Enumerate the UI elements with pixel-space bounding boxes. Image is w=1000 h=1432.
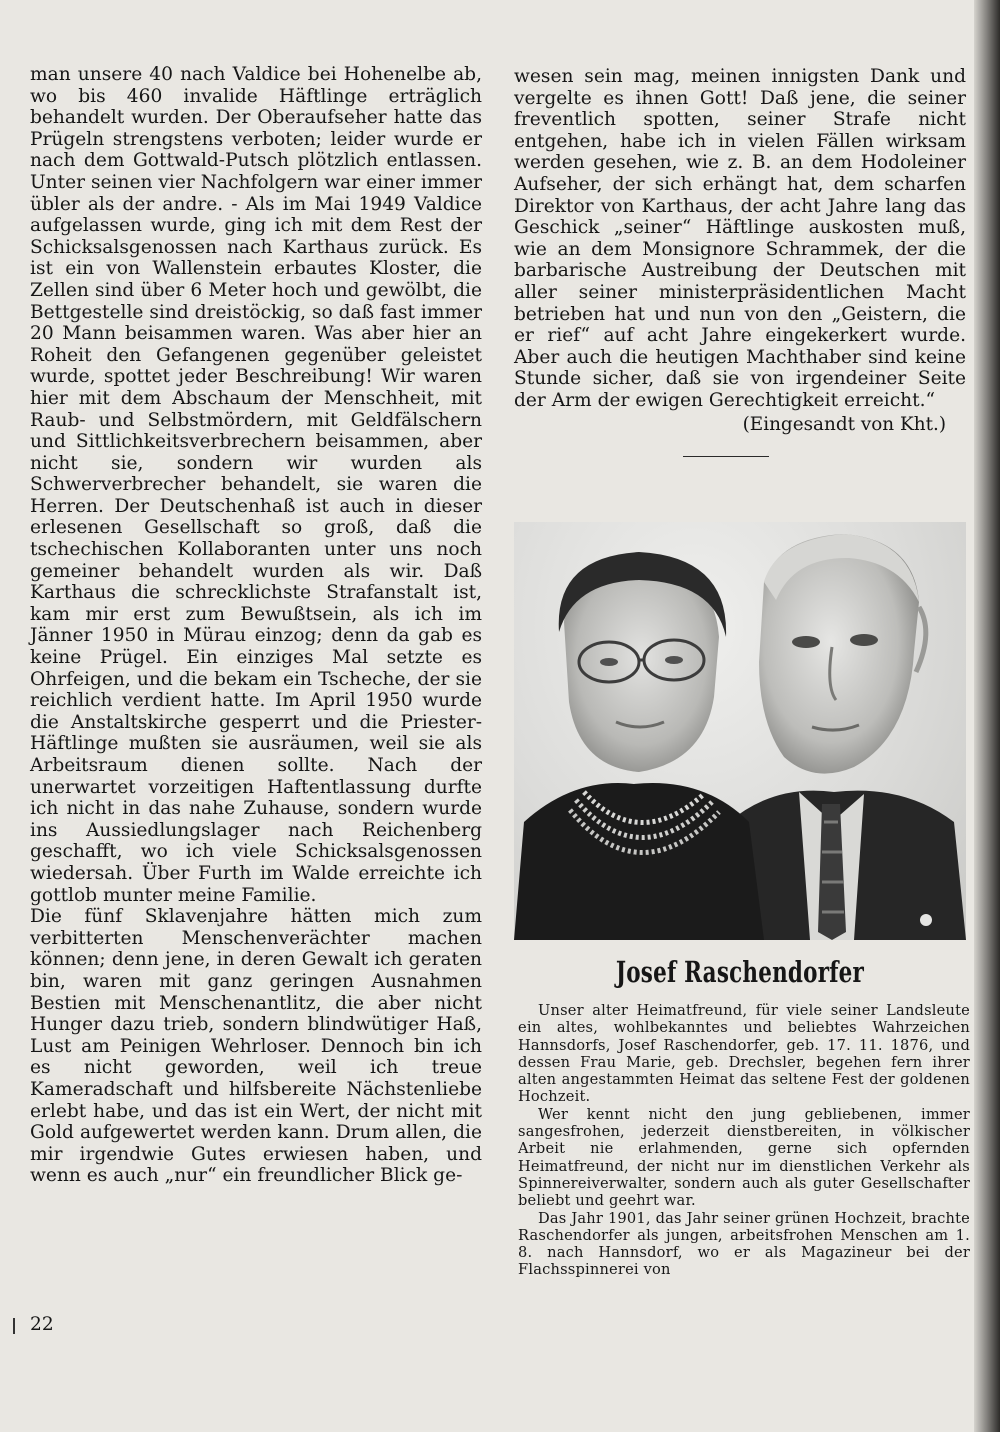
- right-paragraph: wesen sein mag, meinen innigsten Dank und vergelte es ihnen Gott! Daß jene, die seiner freventlich spotten, seiner Strafe nicht entgehen, habe ich in vielen Fällen wirksam werden gesehen, wie z. B. an dem Hodoleiner Aufseher, der sich erhängt hat, dem scharfen Direktor von Karthaus, der acht Jahre lang das Geschick „seiner“ Häftlinge auskosten muß, wie an dem Monsignore Schrammek, der die barbarische Austreibung der Deutschen mit aller seiner ministerpräsidentlichen Macht betrieben hat und nun von den „Geistern, die er rief“ auf acht Jahre eingekerkert wurde. Aber auch die heutigen Machthaber sind keine Stunde sicher, daß sie von irgendeiner Seite der Arm der ewigen Gerechtigkeit erreicht.“: [514, 66, 966, 411]
- left-paragraph-2: Die fünf Sklavenjahre hätten mich zum verbitterten Menschenverächter machen können; denn jene, in deren Gewalt ich geraten bin, waren mit ganz geringen Ausnahmen Bestien mit Menschenantlitz, die aber nicht Hunger dazu trieb, sondern blindwütiger Haß, Lust am Peinigen Wehrloser. Dennoch bin ich es nicht geworden, weil ich treue Kameradschaft und hilfsbereite Nächstenliebe erlebt habe, und das ist ein Wert, der nicht mit Gold aufgewertet werden kann. Drum allen, die mir irgendwie Gutes erwiesen haben, und wenn es auch „nur“ ein freundlicher Blick ge-: [30, 906, 482, 1187]
- article-paragraph-3: Das Jahr 1901, das Jahr seiner grünen Hochzeit, brachte Raschendorfer als jungen, arbeitsfrohen Menschen am 1. 8. nach Hannsdorf, wo er als Magazineur bei der Flachsspinnerei von: [518, 1209, 970, 1279]
- article-body: [518, 1002, 970, 1279]
- signature-line: (Eingesandt von Kht.): [742, 413, 946, 435]
- margin-mark: [13, 1318, 15, 1334]
- section-divider: [683, 456, 769, 457]
- couple-portrait-photo: [514, 522, 966, 940]
- article-headline: Josef Raschendorfer: [615, 955, 865, 989]
- left-paragraph-1: man unsere 40 nach Valdice bei Hohenelbe ab, wo bis 460 invalide Häftlinge erträglich behandelt wurden. Der Oberaufseher hatte das Prügeln strengstens verboten; leider wurde er nach dem Gottwald-Putsch plötzlich entlassen. Unter seinen vier Nachfolgern war einer immer übler als der andre. - Als im Mai 1949 Valdice aufgelassen wurde, ging ich mit dem Rest der Schicksalsgenossen nach Karthaus zurück. Es ist ein von Wallenstein erbautes Kloster, die Zellen sind über 6 Meter hoch und gewölbt, die Bettgestelle sind dreistöckig, so daß fast immer 20 Mann beisammen waren. Was aber hier an Roheit den Gefangenen gegenüber geleistet wurde, spottet jeder Beschreibung! Wir waren hier mit dem Abschaum der Menschheit, mit Raub- und Selbstmördern, mit Geldfälschern und Sittlichkeitsverbrechern beisammen, aber nicht sie, sondern wir wurden als Schwerverbrecher behandelt, sie waren die Herren. Der Deutschenhaß ist auch in dieser erlesenen Gesellschaft so groß, daß die tschechischen Kollaboranten unter uns noch gemeiner behandelt wurden als wir. Daß Karthaus die schrecklichste Strafanstalt ist, kam mir erst zum Bewußtsein, als ich im Jänner 1950 in Mürau einzog; denn da gab es keine Prügel. Ein einziges Mal setzte es Ohrfeigen, und die bekam ein Tscheche, der sie reichlich verdient hatte. Im April 1950 wurde die Anstaltskirche gesperrt und die Priester-Häftlinge mußten sie ausräumen, weil sie als Arbeitsraum dienen sollte. Nach der unerwartet vorzeitigen Haftentlassung durfte ich nicht in das nahe Zuhause, sondern wurde ins Aussiedlungslager nach Reichenberg geschafft, wo ich viele Schicksalsgenossen wiedersah. Über Furth im Walde erreichte ich gottlob munter meine Familie.: [30, 64, 482, 906]
- page-number: 22: [30, 1314, 54, 1335]
- left-text-column: [30, 64, 482, 1187]
- page-binding-edge: [974, 0, 1000, 1432]
- portrait-illustration: [514, 522, 966, 940]
- right-text-column: [514, 66, 966, 457]
- article-paragraph-2: Wer kennt nicht den jung gebliebenen, immer sangesfrohen, jederzeit dienstbereiten, in völkischer Arbeit nie erlahmenden, gerne sich opfernden Heimatfreund, der nicht nur im dienstlichen Verkehr als Spinnereiverwalter, sondern auch als guter Gesellschafter beliebt und geehrt war.: [518, 1105, 970, 1210]
- article-paragraph-1: Unser alter Heimatfreund, für viele seiner Landsleute ein altes, wohlbekanntes und beliebtes Wahrzeichen Hannsdorfs, Josef Raschendorfer, geb. 17. 11. 1876, und dessen Frau Marie, geb. Drechsler, begehen fern ihrer alten angestammten Heimat das seltene Fest der goldenen Hochzeit.: [518, 1002, 970, 1106]
